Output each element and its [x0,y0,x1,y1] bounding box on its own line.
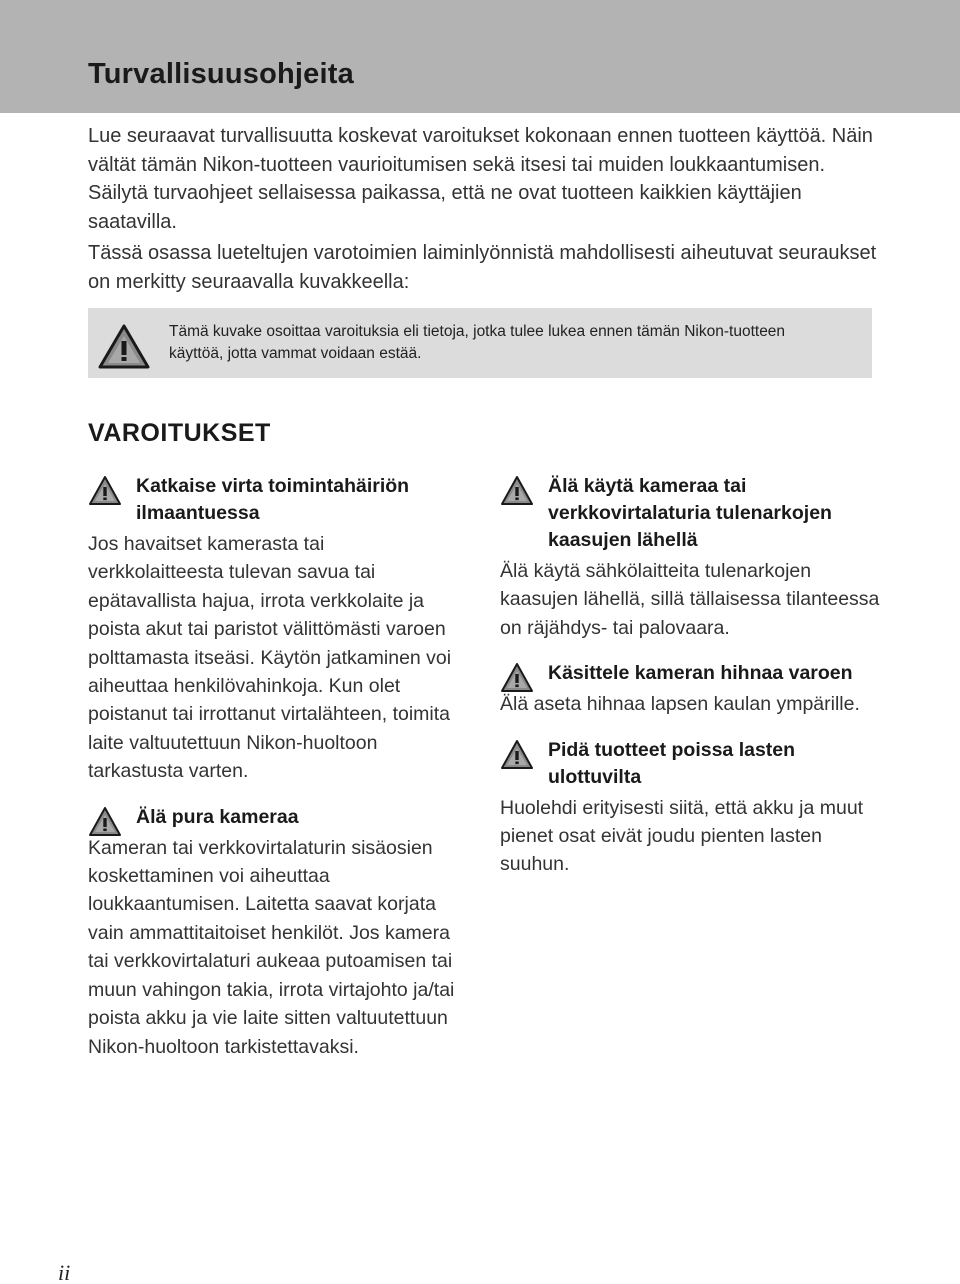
warning-triangle-icon [500,475,534,506]
warning-title: Käsittele kameran hihnaa varoen [548,662,853,685]
warning-title: Älä pura kameraa [136,805,299,828]
warning-body: Jos havaitset kamerasta tai verkkolaitteesta tulevan savua tai epätavallista hajua, irrota verkkolaite ja poista akut tai paristot välittömästi varoen polttamasta itseäsi. Käytön jatkaminen voi aiheuttaa henkilövahinkoja. Kun olet poistanut tai irrottanut virtalähteen, toimita laite valtuutettuun Nikon-huoltoon tarkastusta varten. [88,533,452,783]
warning-title: Katkaise virta toimintahäiriön ilmaantuessa [136,475,410,524]
warning-title: Älä käytä kameraa tai verkkovirtalaturia tulenarkojen kaasujen lähellä [548,475,832,551]
page-number: ii [58,1260,71,1284]
warnings-right-column [500,473,880,897]
warning-item [500,473,880,642]
header-band [0,0,960,113]
warning-triangle-icon [98,323,150,369]
warning-body: Kameran tai verkkovirtalaturin sisäosien koskettaminen voi aiheuttaa loukkaantumisen. Laitetta saavat korjata vain ammattitaitoiset henkilöt. Jos kamera tai verkkovirtalaturi aukeaa putoamisen tai muun vahingon takia, irrota virtajohto ja/tai poista akku ja vie laite sitten valtuutettuun Nikon-huoltoon tarkistettavaksi. [88,836,455,1058]
intro-paragraph: Lue seuraavat turvallisuutta koskevat varoitukset kokonaan ennen tuotteen käyttöä. Näin vältät tämän Nikon-tuotteen vaurioitumisen sekä itsesi tai muiden loukkaantumisen. Säilytä turvaohjeet sellaisessa paikassa, että ne ovat tuotteen kaikkien käyttäjien saatavilla. [88,125,873,233]
warning-item [500,737,880,879]
warning-triangle-icon [500,662,534,693]
intro-paragraph: Tässä osassa lueteltujen varotoimien laiminlyönnistä mahdollisesti aiheutuvat seuraukset on merkitty seuraavalla kuvakkeella: [88,242,877,293]
notice-box [88,308,872,378]
page-title: Turvallisuusohjeita [88,58,354,90]
warning-triangle-icon [88,475,122,506]
warning-title: Pidä tuotteet poissa lasten ulottuvilta [548,738,796,788]
warning-item [88,473,458,786]
warning-body: Huolehdi erityisesti siitä, että akku ja muut pienet osat eivät joudu pienten lasten suuhun. [500,796,864,876]
warning-body: Älä aseta hihnaa lapsen kaulan ympärille. [500,693,860,716]
warning-item [88,804,458,1061]
warning-triangle-icon [500,739,534,770]
intro-section [88,122,888,296]
warning-triangle-icon [88,806,122,837]
warnings-left-column [88,473,458,1079]
warning-body: Älä käytä sähkölaitteita tulenarkojen kaasujen lähellä, sillä tällaisessa tilanteessa on räjähdys- tai palovaara. [500,560,880,639]
notice-text: Tämä kuvake osoittaa varoituksia eli tietoja, jotka tulee lukea ennen tämän Nikon-tuotteen käyttöä, jotta vammat voidaan estää. [169,323,786,362]
section-heading: VAROITUKSET [88,419,271,447]
warning-item [500,660,880,718]
